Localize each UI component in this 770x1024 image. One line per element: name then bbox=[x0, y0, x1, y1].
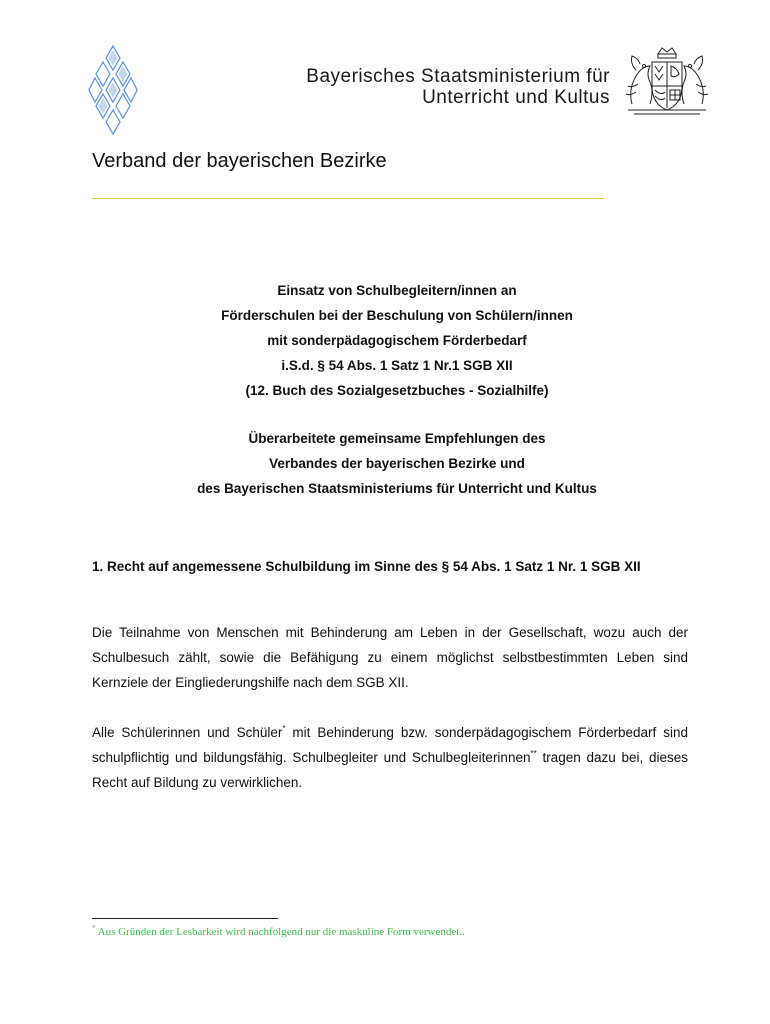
org-name: Verband der bayerischen Bezirke bbox=[92, 150, 387, 172]
subtitle-line: des Bayerischen Staatsministeriums für Unterricht und Kultus bbox=[197, 481, 597, 496]
subtitle-line: Überarbeitete gemeinsame Empfehlungen des bbox=[248, 431, 546, 446]
ministry-title bbox=[280, 66, 610, 108]
document-subtitle bbox=[92, 426, 702, 501]
title-line: mit sonderpädagogischem Förderbedarf bbox=[267, 333, 527, 348]
footnote-marker[interactable]: * bbox=[282, 724, 286, 733]
footnote-divider bbox=[92, 918, 278, 919]
header-divider bbox=[92, 198, 604, 199]
title-line: Förderschulen bei der Beschulung von Schülern/innen bbox=[221, 308, 573, 323]
paragraph bbox=[92, 720, 688, 795]
paragraph-text: mit Behinderung bzw. sonderpädagogischem Förderbedarf sind schulpflichtig und bildungsfähig. Schulbegleiter und Schulbegleiterinnen bbox=[92, 725, 688, 765]
footnote bbox=[92, 926, 465, 938]
footnote-mark: * bbox=[92, 924, 96, 932]
bavarian-coat-of-arms-icon bbox=[624, 44, 710, 116]
ministry-title-line2: Unterricht und Kultus bbox=[422, 87, 610, 108]
ministry-title-line1: Bayerisches Staatsministerium für bbox=[306, 66, 610, 87]
section-heading: 1. Recht auf angemessene Schulbildung im Sinne des § 54 Abs. 1 Satz 1 Nr. 1 SGB XII bbox=[92, 559, 641, 574]
paragraph-text: Alle Schülerinnen und Schüler bbox=[92, 725, 283, 740]
title-line: Einsatz von Schulbegleitern/innen an bbox=[277, 283, 517, 298]
document-title bbox=[92, 278, 702, 403]
title-line: (12. Buch des Sozialgesetzbuches - Sozialhilfe) bbox=[245, 383, 549, 398]
title-line: i.S.d. § 54 Abs. 1 Satz 1 Nr.1 SGB XII bbox=[281, 358, 513, 373]
paragraph: Die Teilnahme von Menschen mit Behinderung am Leben in der Gesellschaft, wozu auch der Schulbesuch zählt, sowie die Befähigung zu einem möglichst selbstbestimmten Leben sind Kernziele der Eingliederungshilfe nach dem SGB XII. bbox=[92, 625, 688, 690]
footnote-text: Aus Gründen der Lesbarkeit wird nachfolgend nur die maskuline Form verwendet.. bbox=[95, 926, 465, 938]
paragraph-text: tragen dazu bei, dieses Recht auf Bildung zu verwirklichen. bbox=[92, 750, 688, 790]
subtitle-line: Verbandes der bayerischen Bezirke und bbox=[269, 456, 525, 471]
diamond-lozenge-logo-icon bbox=[88, 44, 138, 136]
footnote-marker[interactable]: ** bbox=[530, 749, 537, 758]
